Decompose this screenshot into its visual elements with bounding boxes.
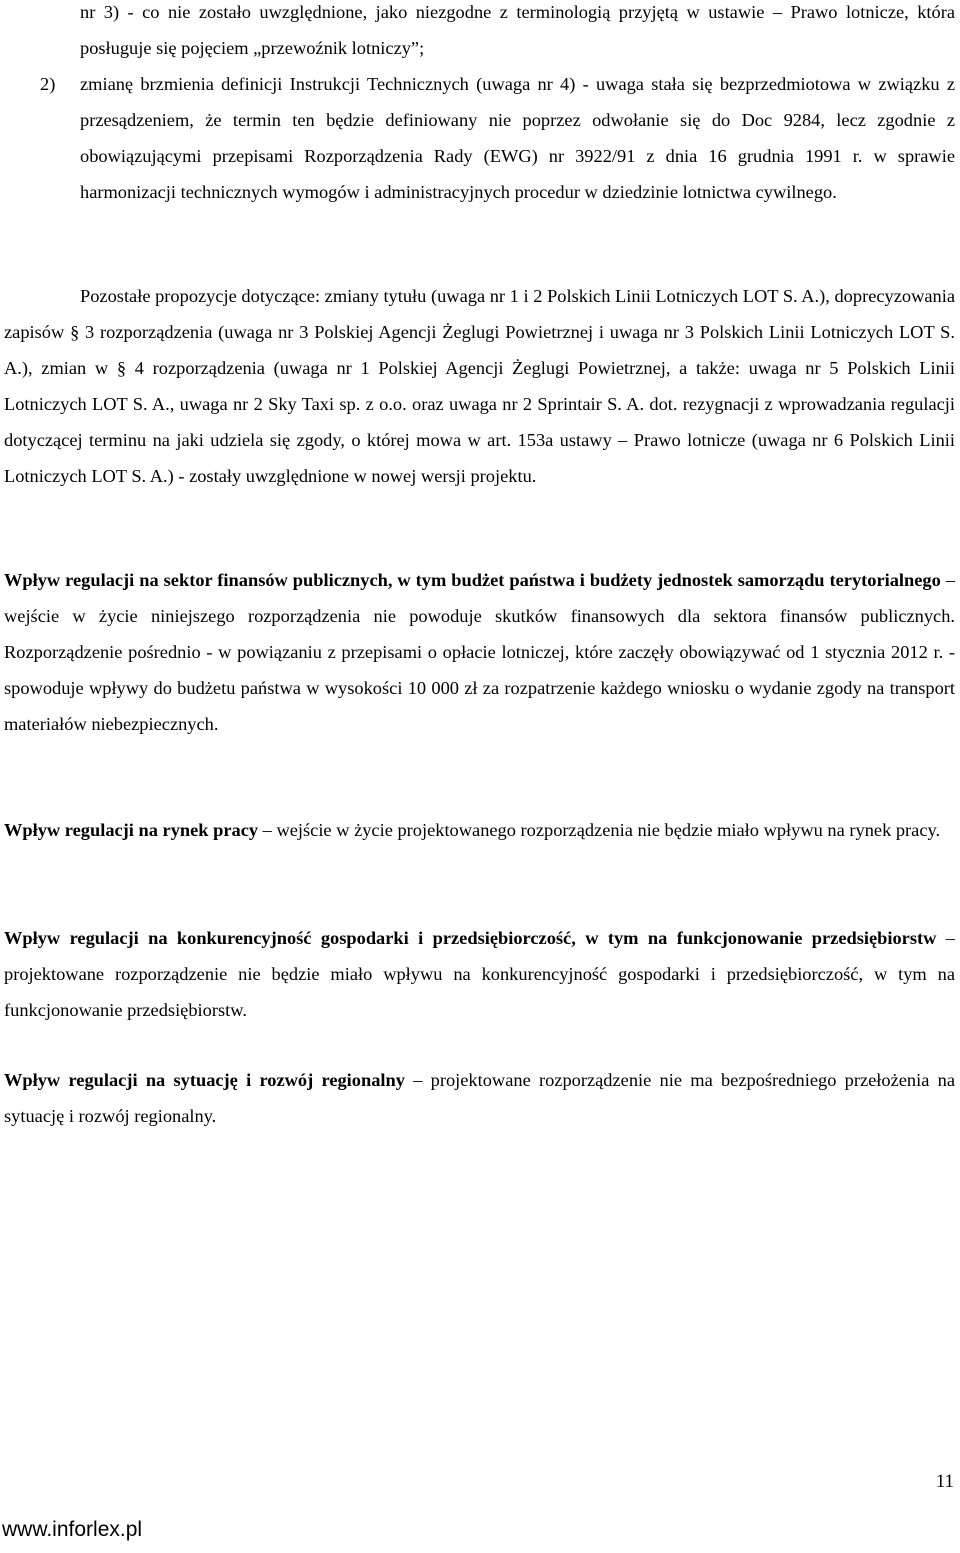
page-number: 11 [935,1471,954,1492]
section-heading: Wpływ regulacji na sytuację i rozwój regionalny [4,1070,405,1090]
section-heading: Wpływ regulacji na konkurencyjność gospodarki i przedsiębiorczość, w tym na funkcjonowanie przedsiębiorstw [4,928,937,948]
paragraph-text: nr 3) - co nie zostało uwzględnione, jako niezgodne z terminologią przyjętą w ustawie – Prawo lotnicze, która posługuje się pojęciem „przewoźnik lotniczy”; [80,2,955,58]
list-number: 2) [40,74,56,94]
section-text: – projektowane rozporządzenie nie ma bezpośredniego przełożenia na sytuację i rozwój regionalny. [4,1070,955,1126]
section-labor-market [4,812,955,848]
paragraph-remaining-proposals [4,278,955,494]
section-heading: Wpływ regulacji na rynek pracy [4,820,259,840]
section-text: – projektowane rozporządzenie nie będzie miało wpływu na konkurencyjność gospodarki i przedsiębiorczość, w tym na funkcjonowanie przedsiębiorstw. [4,928,956,1020]
footer-url[interactable]: www.inforlex.pl [2,1518,143,1541]
section-heading: Wpływ regulacji na sektor finansów publicznych, w tym budżet państwa i budżety jednostek samorządu terytorialnego [4,570,941,590]
section-finance [4,562,955,742]
list-item-2 [80,66,955,210]
section-text: – wejście w życie projektowanego rozporządzenia nie będzie miało wpływu na rynek pracy. [258,820,941,840]
section-regional [4,1062,955,1134]
paragraph-text: zmianę brzmienia definicji Instrukcji Technicznych (uwaga nr 4) - uwaga stała się bezprzedmiotowa w związku z przesądzeniem, że termin ten będzie definiowany nie poprzez odwołanie się do Doc 9284, lecz zgodnie z obowiązującymi przepisami Rozporządzenia Rady (EWG) nr 3922/91 z dnia 16 grudnia 1991 r. w sprawie harmonizacji technicznych wymogów i administracyjnych procedur w dziedzinie lotnictwa cywilnego. [80,74,955,202]
section-competitiveness [4,920,955,1028]
paragraph-item-3-continuation [80,0,955,66]
paragraph-text: Pozostałe propozycje dotyczące: zmiany tytułu (uwaga nr 1 i 2 Polskich Linii Lotniczych LOT S. A.), doprecyzowania zapisów § 3 rozporządzenia (uwaga nr 3 Polskiej Agencji Żeglugi Powietrznej i uwaga nr 3 Polskich Linii Lotniczych LOT S. A.), zmian w § 4 rozporządzenia (uwaga nr 1 Polskiej Agencji Żeglugi Powietrznej, a także: uwaga nr 5 Polskich Linii Lotniczych LOT S. A., uwaga nr 2 Sky Taxi sp. z o.o. oraz uwaga nr 2 Sprintair S. A. dot. rezygnacji z wprowadzania regulacji dotyczącej terminu na jaki udziela się zgody, o której mowa w art. 153a ustawy – Prawo lotnicze (uwaga nr 6 Polskich Linii Lotniczych LOT S. A.) - zostały uwzględnione w nowej wersji projektu. [4,286,955,486]
section-text: – wejście w życie niniejszego rozporządzenia nie powoduje skutków finansowych dla sektora finansów publicznych. Rozporządzenie pośrednio - w powiązaniu z przepisami o opłacie lotniczej, które zaczęły obowiązywać od 1 stycznia 2012 r. - spowoduje wpływy do budżetu państwa w wysokości 10 000 zł za rozpatrzenie każdego wniosku o wydanie zgody na transport materiałów niebezpiecznych. [4,570,955,734]
